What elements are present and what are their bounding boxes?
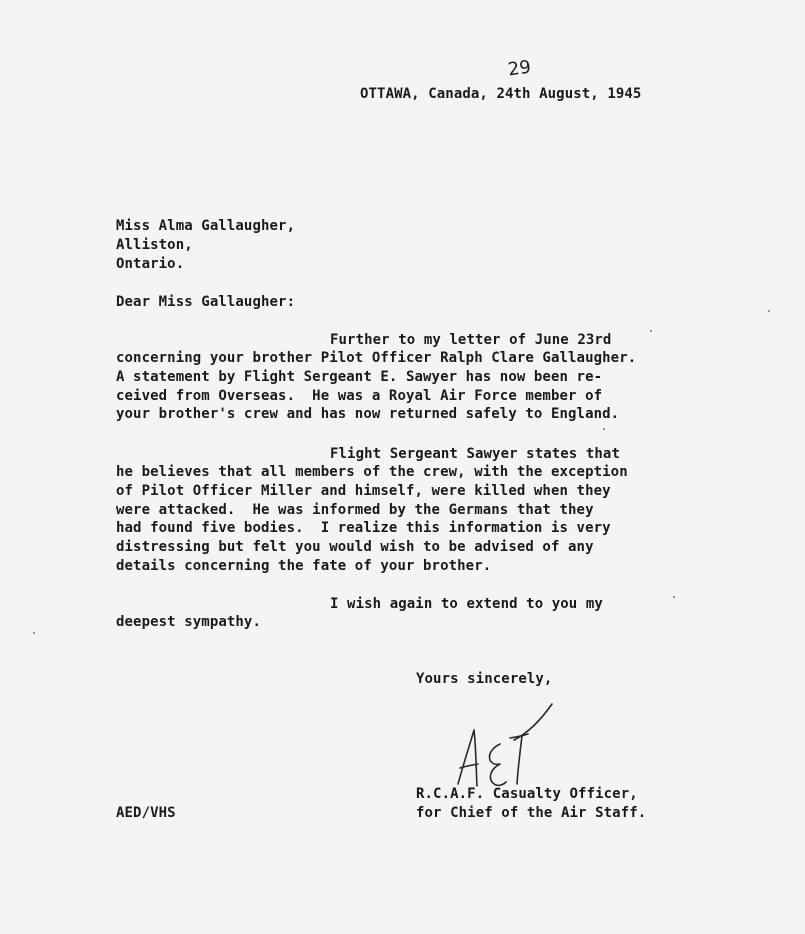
paper-speck bbox=[768, 310, 770, 312]
recipient-city: Alliston, bbox=[116, 237, 193, 253]
signature-subtitle: for Chief of the Air Staff. bbox=[416, 805, 647, 821]
paragraph-1-line: Further to my letter of June 23rd bbox=[330, 332, 612, 348]
paragraph-2-line: distressing but felt you would wish to be advised of any bbox=[116, 539, 594, 555]
paragraph-1-line: A statement by Flight Sergeant E. Sawyer has now been re- bbox=[116, 369, 603, 385]
paper-speck bbox=[650, 330, 652, 332]
recipient-province: Ontario. bbox=[116, 256, 185, 272]
signature-title: R.C.A.F. Casualty Officer, bbox=[416, 786, 638, 802]
paper-speck bbox=[603, 428, 605, 430]
paragraph-2-line: he believes that all members of the crew, with the exception bbox=[116, 464, 628, 480]
paragraph-3-line: I wish again to extend to you my bbox=[330, 596, 603, 612]
closing: Yours sincerely, bbox=[416, 671, 553, 687]
salutation: Dear Miss Gallaugher: bbox=[116, 294, 296, 310]
dateline: OTTAWA, Canada, 24th August, 1945 bbox=[360, 86, 642, 102]
recipient-name: Miss Alma Gallaugher, bbox=[116, 218, 296, 234]
paragraph-2-line: of Pilot Officer Miller and himself, were killed when they bbox=[116, 483, 611, 499]
paragraph-2-line: Flight Sergeant Sawyer states that bbox=[330, 446, 620, 462]
paragraph-1-line: concerning your brother Pilot Officer Ralph Clare Gallaugher. bbox=[116, 350, 637, 366]
paragraph-3-line: deepest sympathy. bbox=[116, 614, 261, 630]
paragraph-2-line: details concerning the fate of your brother. bbox=[116, 558, 492, 574]
paper-speck bbox=[673, 596, 675, 598]
handwritten-date-correction: 29 bbox=[506, 56, 533, 81]
paragraph-1-line: ceived from Overseas. He was a Royal Air Force member of bbox=[116, 388, 603, 404]
paragraph-1-line: your brother's crew and has now returned safely to England. bbox=[116, 406, 620, 422]
paragraph-2-line: had found five bodies. I realize this information is very bbox=[116, 520, 611, 536]
reference-initials: AED/VHS bbox=[116, 805, 176, 821]
paragraph-2-line: were attacked. He was informed by the Germans that they bbox=[116, 502, 594, 518]
paper-speck bbox=[33, 632, 35, 634]
